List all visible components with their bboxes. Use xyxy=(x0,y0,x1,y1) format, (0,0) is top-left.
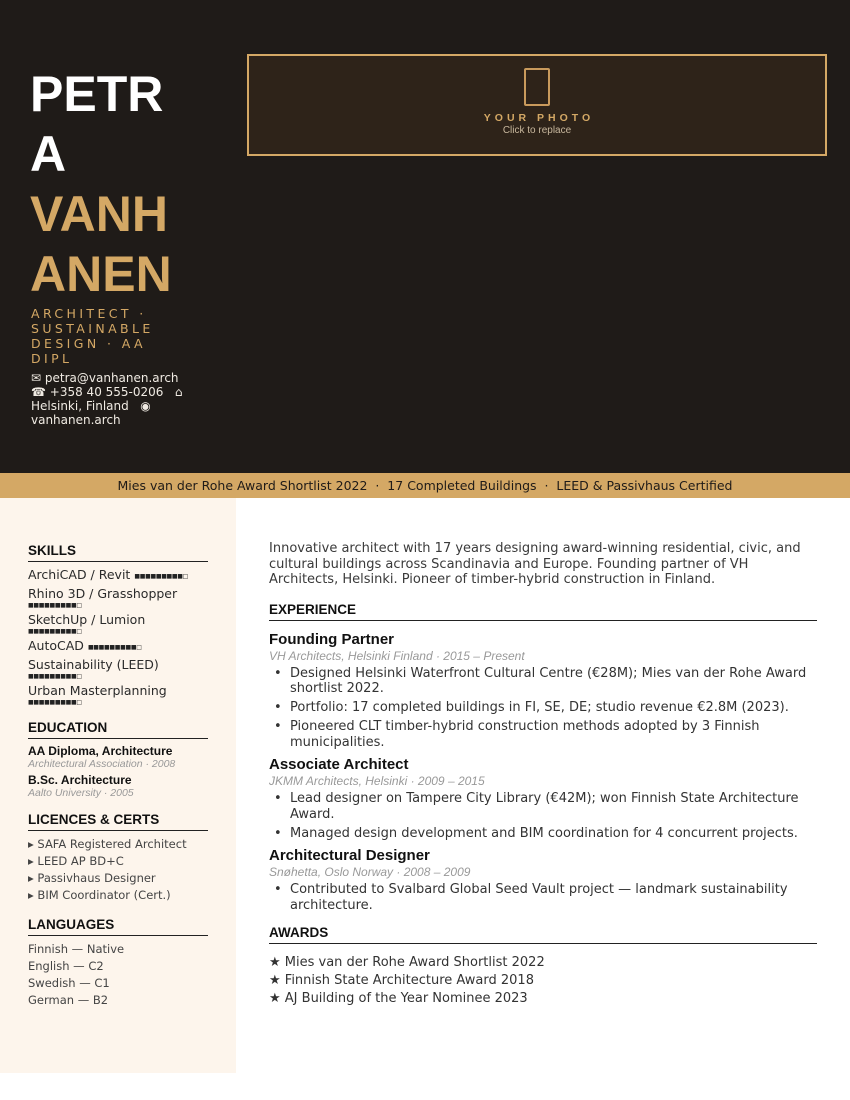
job-title: Architectural Designer xyxy=(269,847,430,864)
contact-block xyxy=(31,371,206,427)
skill-item: ArchiCAD / Revit ■■■■■■■■■□ xyxy=(28,567,189,582)
language-item: English — C2 xyxy=(28,959,104,973)
award-item: ★ Finnish State Architecture Award 2018 xyxy=(269,973,534,988)
languages-heading: LANGUAGES xyxy=(28,917,208,936)
highlights-banner xyxy=(0,473,850,498)
phone-icon: ☎ xyxy=(31,385,46,399)
awards-heading: AWARDS xyxy=(269,925,817,944)
job-bullet: • Contributed to Svalbard Global Seed Vault project — landmark sustainability architecture. xyxy=(269,882,817,913)
skills-section xyxy=(28,543,208,707)
education-meta: Aalto University · 2005 xyxy=(28,787,134,799)
location-text: Helsinki, Finland xyxy=(31,399,129,413)
skill-item: Rhino 3D / Grasshopper ■■■■■■■■■□ xyxy=(28,586,208,610)
skill-item: Urban Masterplanning ■■■■■■■■■□ xyxy=(28,683,208,707)
main-column xyxy=(269,541,817,1008)
job-meta: JKMM Architects, Helsinki · 2009 – 2015 xyxy=(269,774,485,788)
banner-text: Mies van der Rohe Award Shortlist 2022 · 17 Completed Buildings · LEED & Passivhaus Certified xyxy=(117,478,733,493)
job-bullet: • Portfolio: 17 completed buildings in FI, SE, DE; studio revenue €2.8M (2023). xyxy=(269,700,817,716)
job-meta: VH Architects, Helsinki Finland · 2015 – Present xyxy=(269,648,525,663)
languages-section xyxy=(28,917,208,1009)
skill-item: Sustainability (LEED) ■■■■■■■■■□ xyxy=(28,657,208,681)
certs-heading: LICENCES & CERTS xyxy=(28,812,208,831)
job-bullets xyxy=(269,882,817,913)
first-name: PETRA xyxy=(30,66,164,182)
skill-level: ■■■■■■■■■□ xyxy=(134,573,189,580)
certs-section xyxy=(28,812,208,904)
job-bullet: • Designed Helsinki Waterfront Cultural Centre (€28M); Mies van der Rohe Award shortlist 2022. xyxy=(269,666,817,697)
job-title: Associate Architect xyxy=(269,756,409,773)
phone-line xyxy=(31,385,206,399)
job-bullet: • Managed design development and BIM coordination for 4 concurrent projects. xyxy=(269,826,817,842)
job-bullets xyxy=(269,791,817,841)
skill-item: AutoCAD ■■■■■■■■■□ xyxy=(28,638,142,653)
job-entry xyxy=(269,847,817,913)
cert-item: ▸ LEED AP BD+C xyxy=(28,854,124,868)
language-item: German — B2 xyxy=(28,993,109,1007)
resume-header xyxy=(0,0,850,473)
globe-icon: ◉ xyxy=(140,399,151,413)
skill-level: ■■■■■■■■■□ xyxy=(28,699,82,706)
education-meta: Architectural Association · 2008 xyxy=(28,758,176,770)
job-bullet: • Pioneered CLT timber-hybrid construction methods adopted by 3 Finnish municipalities. xyxy=(269,719,817,750)
photo-placeholder[interactable] xyxy=(247,54,827,156)
photo-hint: Click to replace xyxy=(502,125,572,136)
cert-item: ▸ BIM Coordinator (Cert.) xyxy=(28,888,171,902)
website-text[interactable]: vanhanen.arch xyxy=(31,413,121,427)
website-line xyxy=(31,413,206,427)
education-degree: AA Diploma, Architecture xyxy=(28,744,173,758)
cert-item: ▸ Passivhaus Designer xyxy=(28,871,156,885)
skill-level: ■■■■■■■■■□ xyxy=(28,602,82,609)
skill-level: ■■■■■■■■■□ xyxy=(28,673,82,680)
photo-label: YOUR PHOTO xyxy=(483,112,595,124)
last-name: VANHANEN xyxy=(30,186,172,302)
education-section xyxy=(28,720,208,799)
award-item: ★ AJ Building of the Year Nominee 2023 xyxy=(269,991,528,1006)
email-icon: ✉ xyxy=(31,371,42,385)
cert-item: ▸ SAFA Registered Architect xyxy=(28,837,187,851)
email-text[interactable]: petra@vanhanen.arch xyxy=(44,371,179,385)
sidebar xyxy=(0,498,236,1073)
language-item: Swedish — C1 xyxy=(28,976,110,990)
education-degree: B.Sc. Architecture xyxy=(28,773,132,787)
skill-item: SketchUp / Lumion ■■■■■■■■■□ xyxy=(28,612,208,636)
phone-text[interactable]: +358 40 555-0206 xyxy=(49,385,164,399)
profile-summary: Innovative architect with 17 years designing award-winning residential, civic, and cultural buildings across Scandinavia and Europe. Founding partner of VH Architects, Helsinki. Pioneer of timber-hybrid construction in Finland. xyxy=(269,541,801,587)
home-icon: ⌂ xyxy=(174,385,183,399)
experience-heading: EXPERIENCE xyxy=(269,602,817,621)
job-entry xyxy=(269,756,817,841)
tagline: ARCHITECT · SUSTAINABLE DESIGN · AA DIPL xyxy=(31,306,154,366)
education-heading: EDUCATION xyxy=(28,720,208,739)
location-line xyxy=(31,399,206,413)
photo-placeholder-icon xyxy=(524,68,550,106)
email-line xyxy=(31,371,206,385)
skill-level: ■■■■■■■■■□ xyxy=(28,628,82,635)
job-entry xyxy=(269,631,817,751)
skills-heading: SKILLS xyxy=(28,543,208,562)
job-title: Founding Partner xyxy=(269,630,394,648)
job-meta: Snøhetta, Oslo Norway · 2008 – 2009 xyxy=(269,865,471,879)
job-bullet: • Lead designer on Tampere City Library (€42M); won Finnish State Architecture Award. xyxy=(269,791,817,822)
language-item: Finnish — Native xyxy=(28,942,125,956)
job-bullets xyxy=(269,666,817,751)
skill-level: ■■■■■■■■■□ xyxy=(87,644,142,651)
award-item: ★ Mies van der Rohe Award Shortlist 2022 xyxy=(269,955,545,970)
